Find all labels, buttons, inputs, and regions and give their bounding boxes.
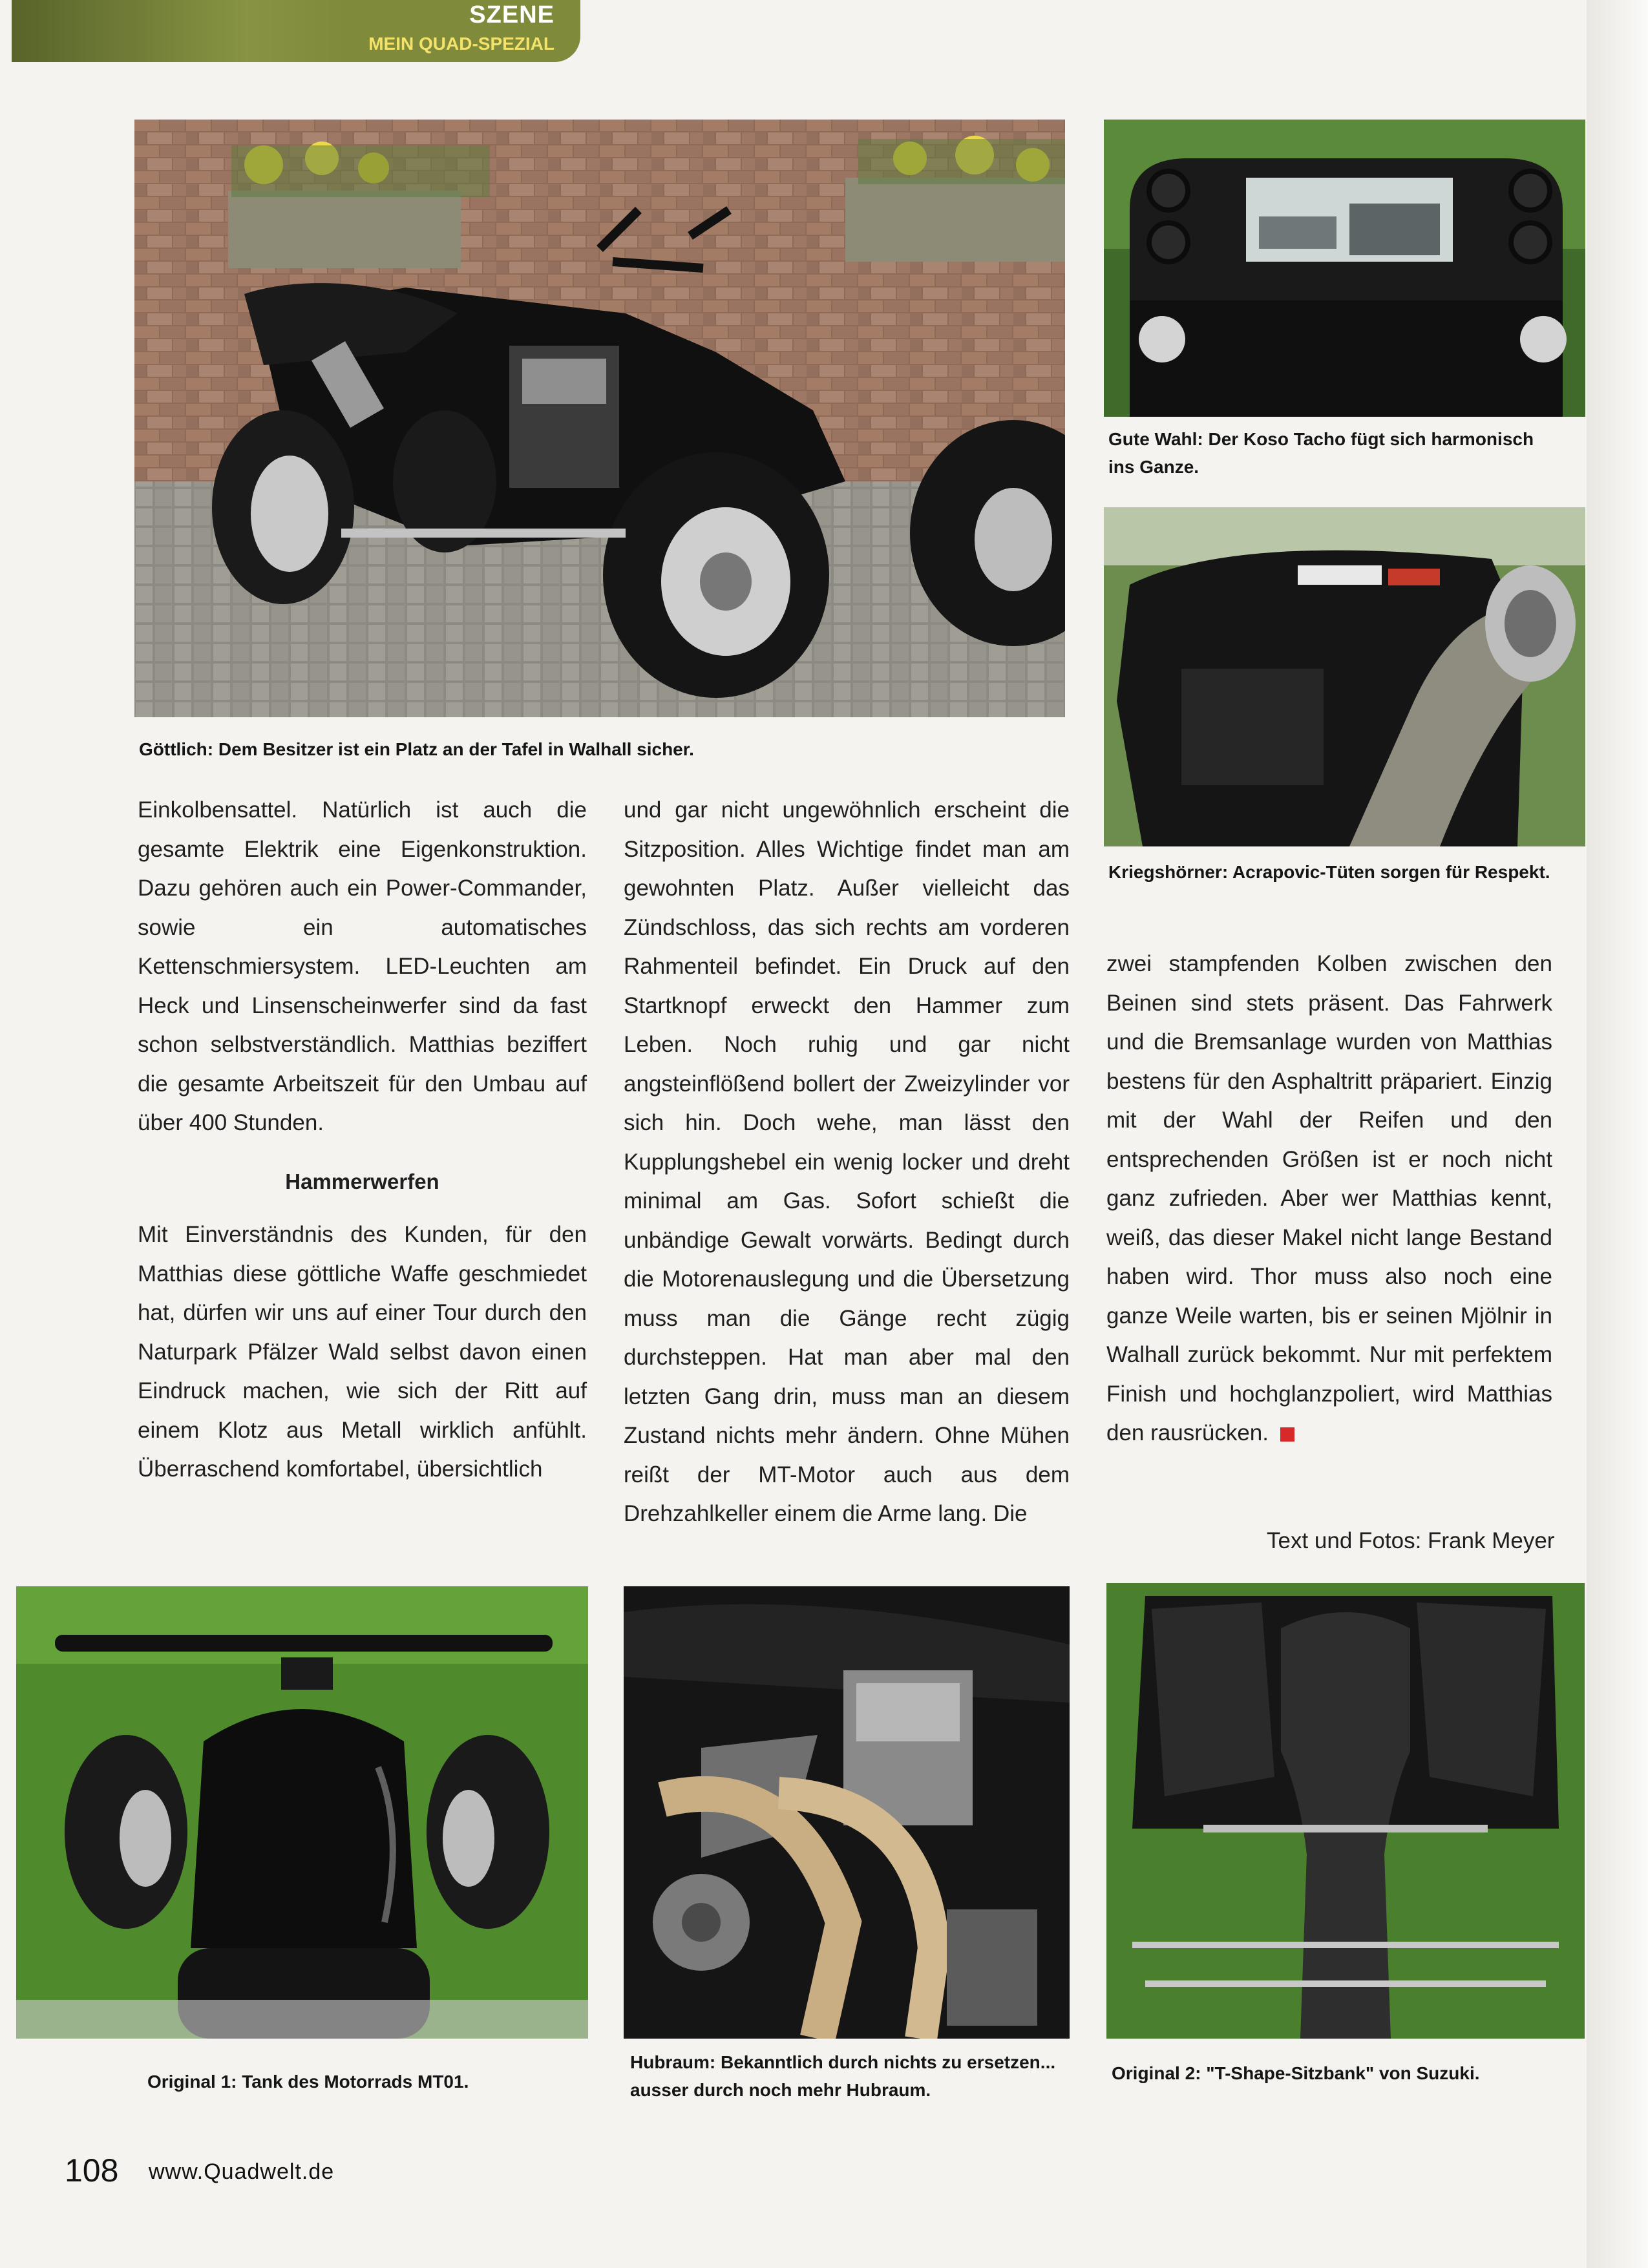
caption-exhaust-text: Acrapovic-Tüten sorgen für Respekt. bbox=[1228, 862, 1550, 882]
caption-seat-lead: Original 2: bbox=[1112, 2063, 1201, 2083]
column-3-text: zwei stampfenden Kolben zwischen den Beinen sind stets präsent. Das Fahrwerk und die Bremsanlage wurden von Matthias bestens für den Asphaltritt präpariert. Einzig mit der Wahl der Reifen und den entsprechenden Größen ist er noch nicht ganz zufrieden. Aber wer Matthias kennt, weiß, das dieser Makel nicht lange Bestand haben wird. Thor muss also noch eine ganze Weile warten, bis er seinen Mjölnir in Walhall zurück bekommt. Nur mit perfektem Finish und hochglanzpoliert, wird Matthias den rausrücken. bbox=[1106, 951, 1552, 1445]
section-subtitle: MEIN QUAD-SPEZIAL bbox=[368, 34, 555, 54]
page-number: 108 bbox=[65, 2152, 119, 2189]
photo-credit: Text und Fotos: Frank Meyer bbox=[1267, 1528, 1555, 1553]
caption-engine-lead: Hubraum: bbox=[630, 2052, 716, 2072]
column-1-paragraph-2: Mit Einverständnis des Kunden, für den Matthias diese göttliche Waffe geschmiedet hat, dürfen wir uns auf einer Tour durch den Naturpark Pfälzer Wald selbst davon einen Eindruck machen, wie sich der Ritt auf einem Klotz aus Metall wirklich anfühlt. Überraschend komfortabel, übersichtlich bbox=[138, 1222, 587, 1482]
footer-url: www.Quadwelt.de bbox=[149, 2159, 335, 2184]
caption-engine-text: Bekanntlich durch nichts zu ersetzen... ausser durch noch mehr Hubraum. bbox=[630, 2052, 1056, 2101]
end-mark bbox=[1280, 1427, 1294, 1442]
caption-tank-lead: Original 1: bbox=[147, 2072, 237, 2092]
tacho-photo bbox=[1104, 120, 1585, 417]
caption-tank bbox=[147, 2068, 567, 2095]
section-tab bbox=[12, 0, 580, 62]
text-column-3 bbox=[1106, 945, 1552, 1453]
caption-main-lead: Göttlich: bbox=[139, 739, 214, 759]
section-title: SZENE bbox=[469, 1, 555, 28]
caption-tacho bbox=[1108, 425, 1554, 481]
text-column-2 bbox=[624, 791, 1070, 1534]
seat-photo bbox=[1106, 1583, 1585, 2039]
caption-tank-text: Tank des Motorrads MT01. bbox=[237, 2072, 469, 2092]
caption-exhaust-lead: Kriegshörner: bbox=[1108, 862, 1229, 882]
scan-edge bbox=[1587, 0, 1648, 2268]
caption-exhaust bbox=[1108, 858, 1551, 886]
caption-tacho-text: Der Koso Tacho fügt sich harmonisch ins Ganze. bbox=[1108, 429, 1534, 478]
exhaust-photo bbox=[1104, 507, 1585, 846]
caption-seat bbox=[1112, 2059, 1577, 2087]
caption-engine bbox=[630, 2048, 1070, 2105]
caption-seat-text: "T-Shape-Sitzbank" von Suzuki. bbox=[1201, 2063, 1480, 2083]
caption-main-text: Dem Besitzer ist ein Platz an der Tafel in Walhall sicher. bbox=[213, 739, 694, 759]
column-1-paragraph-1: Einkolbensattel. Natürlich ist auch die gesamte Elektrik eine Eigenkonstruktion. Dazu gehören auch ein Power-Commander, sowie ein automatisches Kettenschmiersystem. LED-Leuchten am Heck und Linsenscheinwerfer sind da fast schon selbstverständlich. Matthias beziffert die gesamte Arbeitszeit für den Umbau auf über 400 Stunden. bbox=[138, 797, 587, 1135]
engine-photo bbox=[624, 1586, 1070, 2039]
caption-main bbox=[139, 735, 1063, 763]
section-tab-thumbnail bbox=[12, 0, 348, 62]
caption-tacho-lead: Gute Wahl: bbox=[1108, 429, 1203, 449]
column-3-paragraph-1 bbox=[1106, 945, 1552, 1453]
subheading-hammerwerfen: Hammerwerfen bbox=[285, 1169, 439, 1193]
column-2-paragraph-1: und gar nicht ungewöhnlich erscheint die Sitzposition. Alles Wichtige findet man am gewohnten Platz. Außer vielleicht das Zündschloss, das sich rechts am vorderen Rahmenteil befindet. Ein Druck auf den Startknopf erweckt den Hammer zum Leben. Noch ruhig und gar nicht angsteinflößend bollert der Zweizylinder vor sich hin. Doch wehe, man lässt den Kupplungshebel ein wenig locker und dreht minimal am Gas. Sofort schießt die unbändige Gewalt vorwärts. Bedingt durch die Motorenauslegung und die Übersetzung muss man die Gänge recht zügig durchsteppen. Hat man aber mal den letzten Gang drin, muss man an diesem Zustand nichts mehr ändern. Ohne Mühen reißt der MT-Motor auch aus dem Drehzahlkeller einem die Arme lang. Die bbox=[624, 797, 1070, 1526]
text-column-1 bbox=[138, 791, 587, 1489]
main-photo bbox=[134, 120, 1065, 717]
tank-photo bbox=[16, 1586, 588, 2039]
